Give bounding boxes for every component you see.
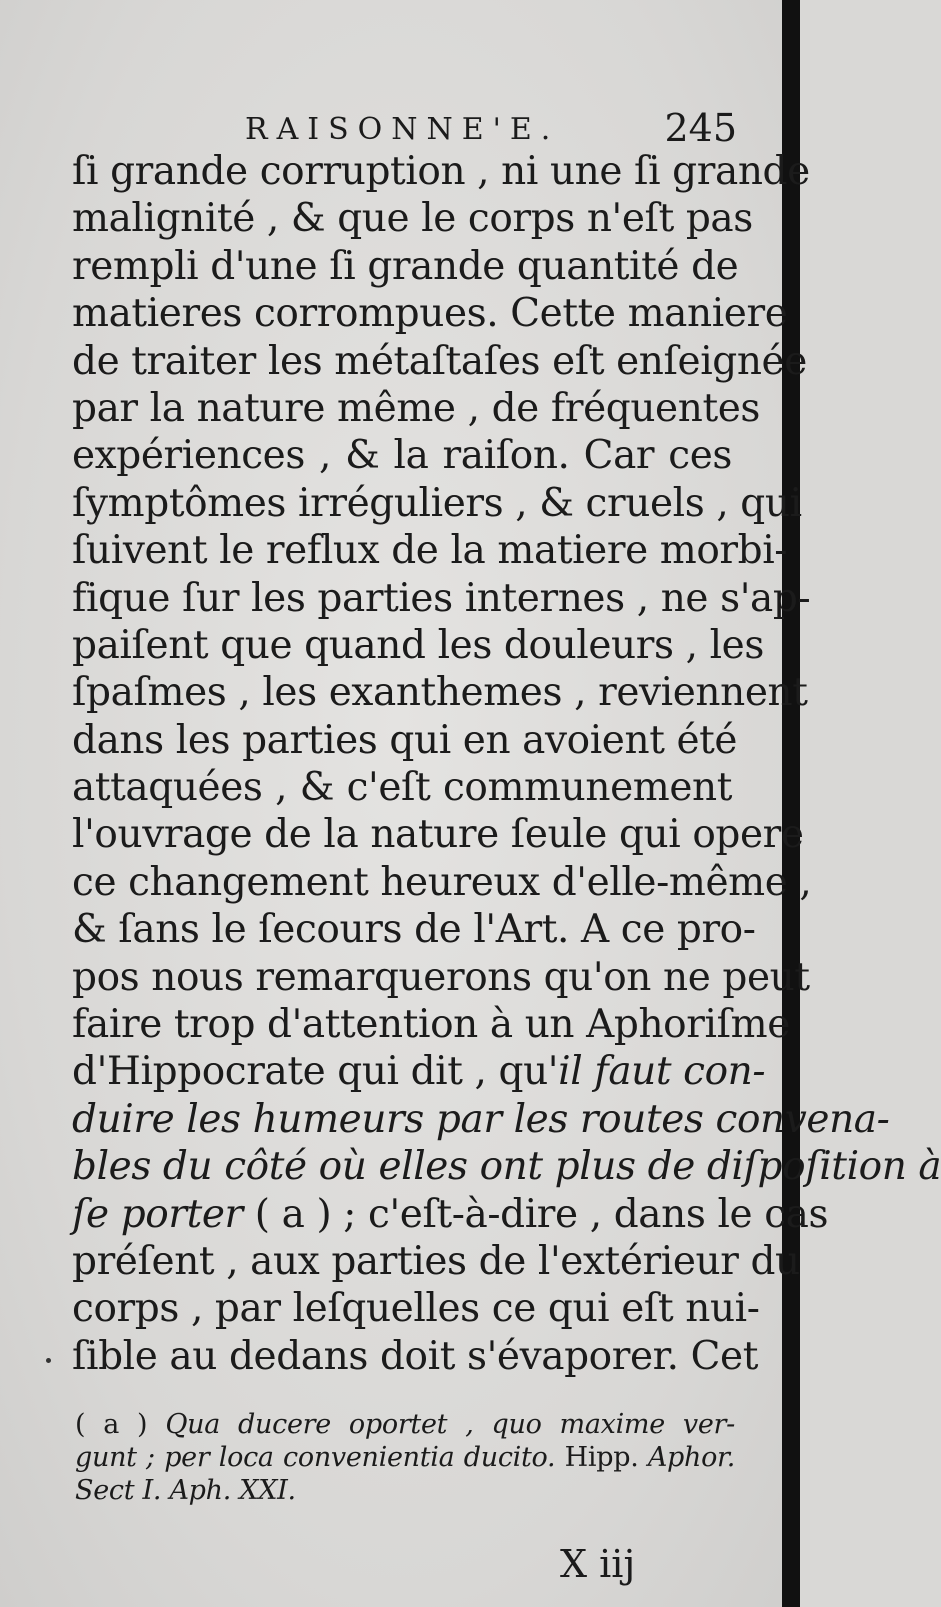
footnote xyxy=(75,1408,735,1507)
text-line xyxy=(72,1001,790,1048)
text-segment: Qua ducere oportet , quo maxime ver- xyxy=(165,1409,735,1440)
text-segment: faire trop d'attention à un Aphoriſme xyxy=(72,1002,790,1048)
text-segment: & ſans le ſecours de l'Art. A ce pro- xyxy=(72,907,756,953)
page-number: 245 xyxy=(664,106,737,150)
text-segment: fique ſur les parties internes , ne s'ap- xyxy=(72,575,811,621)
text-segment: ſuivent le reflux de la matiere morbi- xyxy=(72,528,788,574)
text-segment: Aphor. xyxy=(647,1442,735,1473)
text-segment: bles du côté où elles ont plus de diſpoſition à xyxy=(72,1144,941,1190)
text-line xyxy=(72,148,810,195)
text-segment: malignité , & que le corps n'eſt pas xyxy=(72,196,753,242)
text-line xyxy=(72,1143,941,1190)
text-segment: Hipp. xyxy=(555,1442,648,1473)
text-segment: rempli d'une ſi grande quantité de xyxy=(72,243,739,289)
text-segment: corps , par leſquelles ce qui eſt nui- xyxy=(72,1286,760,1332)
text-line xyxy=(72,859,812,906)
text-segment: préſent , aux parties de l'extérieur du xyxy=(72,1238,800,1284)
text-segment: ſi grande corruption , ni une ſi grande xyxy=(72,149,810,194)
text-segment: Sect I. Aph. XXI. xyxy=(75,1475,296,1506)
text-line xyxy=(72,195,753,242)
text-line xyxy=(72,764,732,811)
text-line xyxy=(72,622,764,669)
text-line xyxy=(72,1048,766,1095)
text-segment: l'ouvrage de la nature ſeule qui opere xyxy=(72,812,804,858)
text-line xyxy=(72,1333,758,1380)
text-segment: paiſent que quand les douleurs , les xyxy=(72,622,764,668)
text-segment: duire les humeurs par les routes convena- xyxy=(72,1096,890,1142)
page-edge-shadow xyxy=(782,0,800,1607)
footnote-line xyxy=(75,1474,735,1507)
text-segment: ſe porter xyxy=(72,1191,243,1237)
ink-speck xyxy=(46,1358,51,1363)
text-line xyxy=(72,480,802,527)
text-segment: ſpaſmes , les exanthemes , reviennent xyxy=(72,670,808,716)
text-segment: par la nature même , de fréquentes xyxy=(72,385,761,431)
text-segment: ce changement heureux d'elle-même , xyxy=(72,859,812,905)
text-line xyxy=(72,527,788,574)
text-line xyxy=(72,1191,829,1238)
text-segment: attaquées , & c'eſt communement xyxy=(72,765,732,811)
text-segment: d'Hippocrate qui dit , qu' xyxy=(72,1049,559,1095)
text-line xyxy=(72,1285,760,1332)
text-segment: ſymptômes irréguliers , & cruels , qui xyxy=(72,480,802,526)
footnote-line xyxy=(75,1408,735,1441)
text-line xyxy=(72,906,756,953)
text-segment: ( a ) ; c'eſt-à-dire , dans le cas xyxy=(242,1191,829,1237)
text-segment: ( a ) xyxy=(75,1409,166,1440)
running-title: RAISONNE'E. xyxy=(245,112,560,147)
text-segment: expériences , & la raiſon. Car ces xyxy=(72,433,732,479)
text-line xyxy=(72,954,810,1001)
text-segment: pos nous remarquerons qu'on ne peut xyxy=(72,954,810,1000)
text-line xyxy=(72,669,808,716)
signature-mark: X iij xyxy=(560,1542,636,1586)
footnote-line xyxy=(75,1441,735,1474)
text-line xyxy=(72,290,788,337)
text-segment: matieres corrompues. Cette maniere xyxy=(72,291,788,337)
text-line xyxy=(72,243,739,290)
text-line xyxy=(72,432,732,479)
text-line xyxy=(72,717,738,764)
text-line xyxy=(72,385,761,432)
text-segment: de traiter les métaſtaſes eſt enſeignée xyxy=(72,338,807,384)
text-segment: ſible au dedans doit s'évaporer. Cet xyxy=(72,1333,758,1379)
text-segment: dans les parties qui en avoient été xyxy=(72,717,738,763)
text-line xyxy=(72,338,807,385)
text-line xyxy=(72,811,804,858)
body-text xyxy=(72,148,941,1380)
text-segment: il faut con- xyxy=(558,1049,766,1095)
text-line xyxy=(72,1096,890,1143)
text-line xyxy=(72,575,811,622)
text-line xyxy=(72,1238,800,1285)
text-segment: gunt ; per loca convenientia ducito. xyxy=(75,1442,556,1473)
